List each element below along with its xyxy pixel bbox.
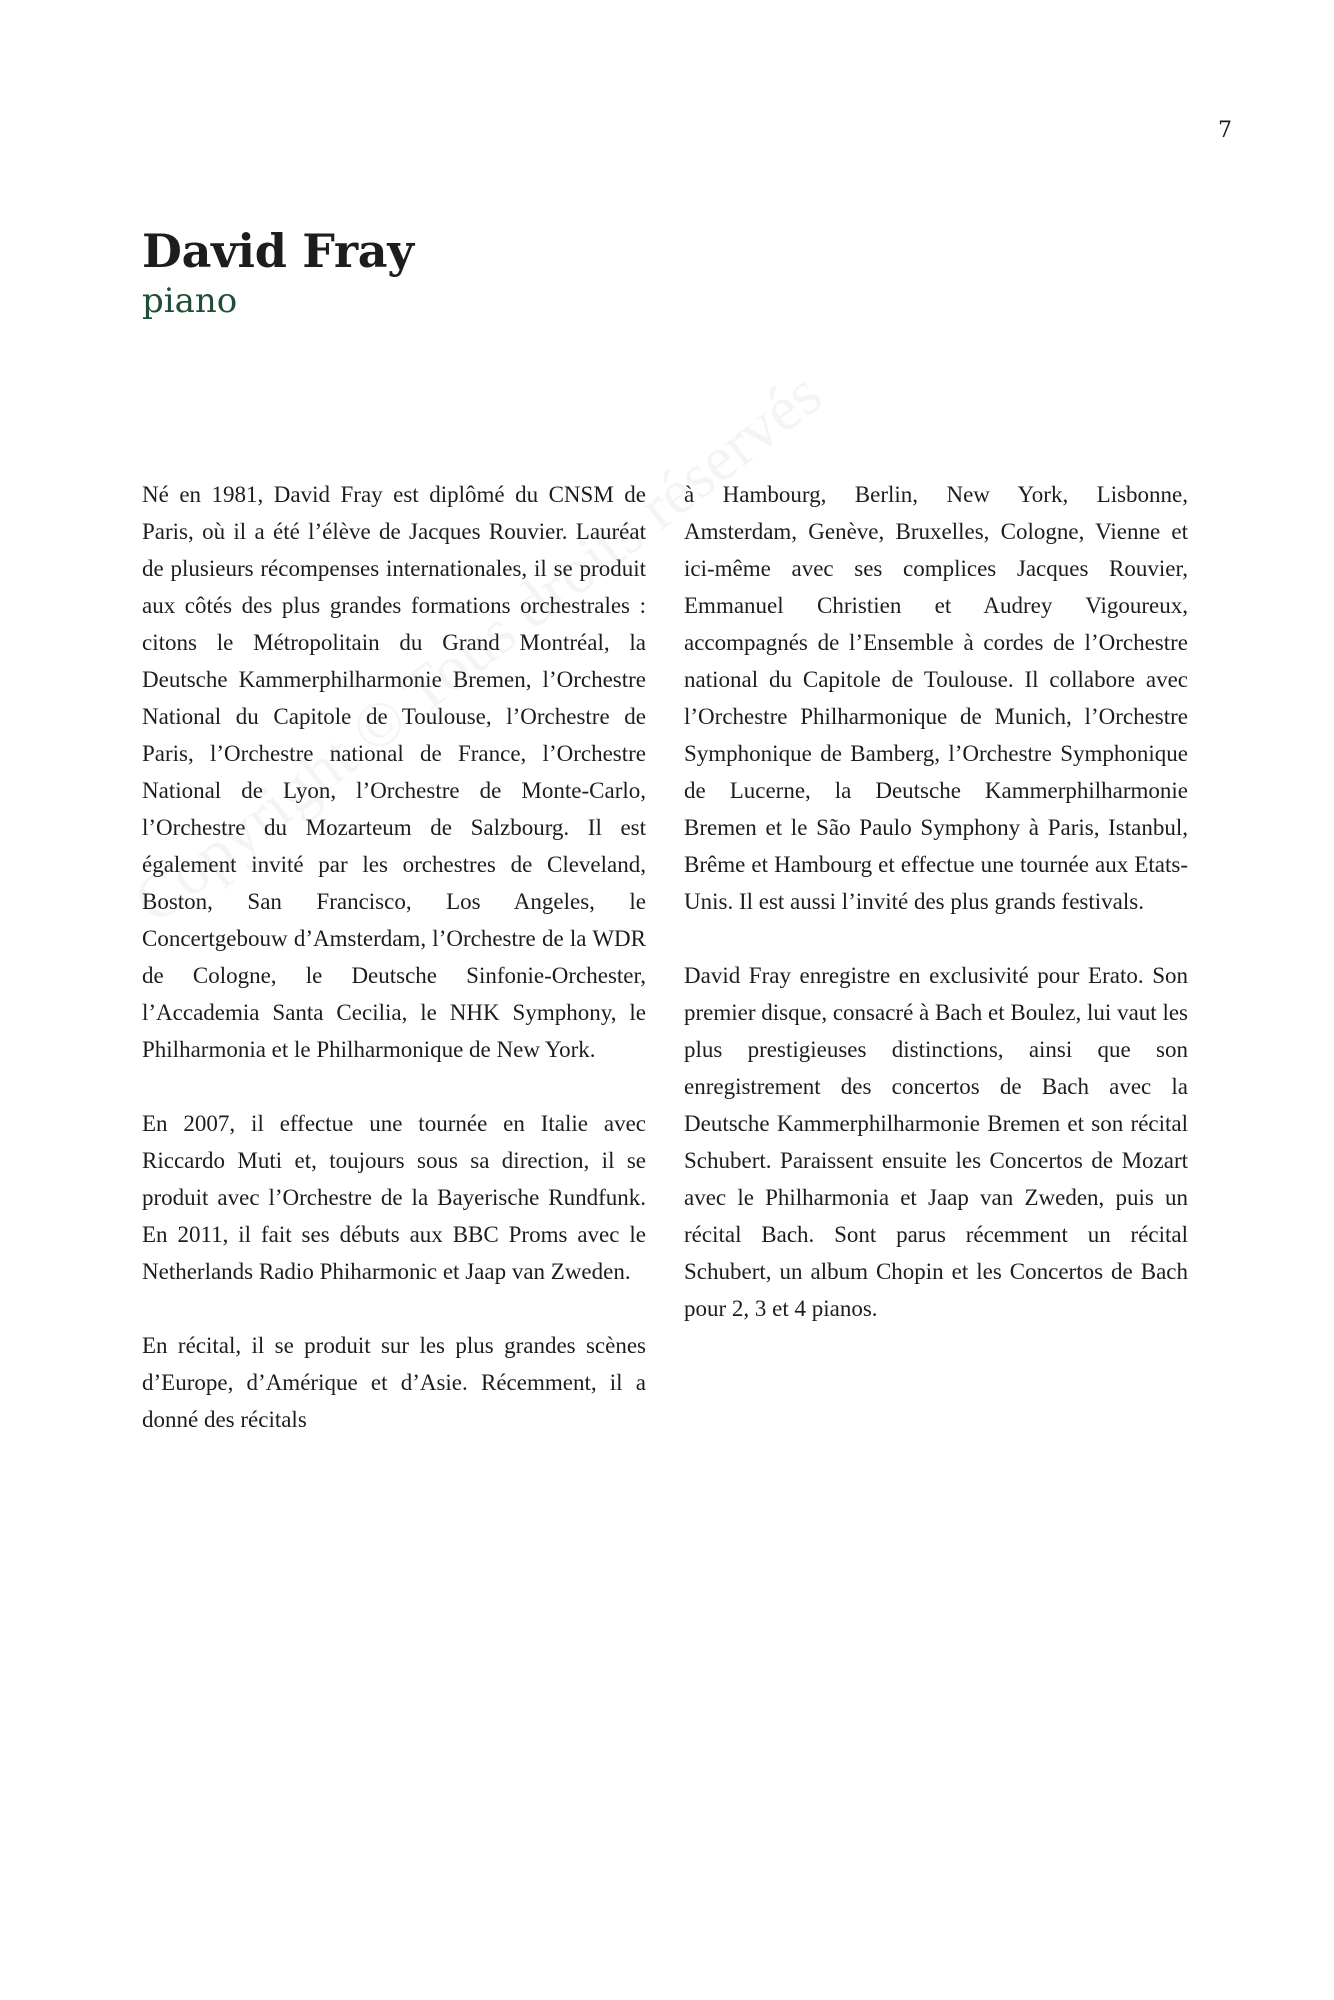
artist-name: David Fray — [142, 224, 414, 278]
bio-paragraph: Né en 1981, David Fray est diplômé du CNSM de Paris, où il a été l’élève de Jacques Rouvier. Lauréat de plusieurs récompenses internationales, il se produit aux côtés des plus grandes formations orchestrales : citons le Métropolitain du Grand Montréal, la Deutsche Kammerphilharmonie Bremen, l’Orchestre National du Capitole de Toulouse, l’Orchestre de Paris, l’Orchestre national de France, l’Orchestre National de Lyon, l’Orchestre de Monte-Carlo, l’Orchestre du Mozarteum de Salzbourg. Il est également invité par les orchestres de Cleveland, Boston, San Francisco, Los Angeles, le Concertgebouw d’Amsterdam, l’Orchestre de la WDR de Cologne, le Deutsche Sinfonie-Orchester, l’Accademia Santa Cecilia, le NHK Symphony, le Philharmonia et le Philharmonique de New York. — [142, 482, 646, 1062]
page-number: 7 — [1218, 118, 1232, 143]
left-column — [142, 476, 646, 1475]
bio-paragraph: David Fray enregistre en exclusivité pour Erato. Son premier disque, consacré à Bach et Boulez, lui vaut les plus prestigieuses distinctions, ainsi que son enregistrement des concertos de Bach avec la Deutsche Kammerphilharmonie Bremen et son récital Schubert. Paraissent ensuite les Concertos de Mozart avec le Philharmonia et Jaap van Zweden, puis un récital Bach. Sont parus récemment un récital Schubert, un album Chopin et les Concertos de Bach pour 2, 3 et 4 pianos. — [684, 963, 1188, 1321]
bio-paragraph: à Hambourg, Berlin, New York, Lisbonne, Amsterdam, Genève, Bruxelles, Cologne, Vienne et ici-même avec ses complices Jacques Rouvier, Emmanuel Christien et Audrey Vigoureux, accompagnés de l’Ensemble à cordes de l’Orchestre national du Capitole de Toulouse. Il collabore avec l’Orchestre Philharmonique de Munich, l’Orchestre Symphonique de Bamberg, l’Orchestre Symphonique de Lucerne, la Deutsche Kammerphilharmonie Bremen et le São Paulo Symphony à Paris, Istanbul, Brême et Hambourg et effectue une tournée aux Etats-Unis. Il est aussi l’invité des plus grands festivals. — [684, 482, 1188, 914]
bio-paragraph: En 2007, il effectue une tournée en Italie avec Riccardo Muti et, toujours sous sa direction, il se produit avec l’Orchestre de la Bayerische Rundfunk. En 2011, il fait ses débuts aux BBC Proms avec le Netherlands Radio Phiharmonic et Jaap van Zweden. — [142, 1111, 646, 1284]
bio-paragraph: En récital, il se produit sur les plus grandes scènes d’Europe, d’Amérique et d’Asie. Récemment, il a donné des récitals — [142, 1333, 646, 1432]
header — [142, 222, 414, 322]
instrument-label: piano — [142, 281, 238, 321]
right-column — [684, 476, 1188, 1364]
